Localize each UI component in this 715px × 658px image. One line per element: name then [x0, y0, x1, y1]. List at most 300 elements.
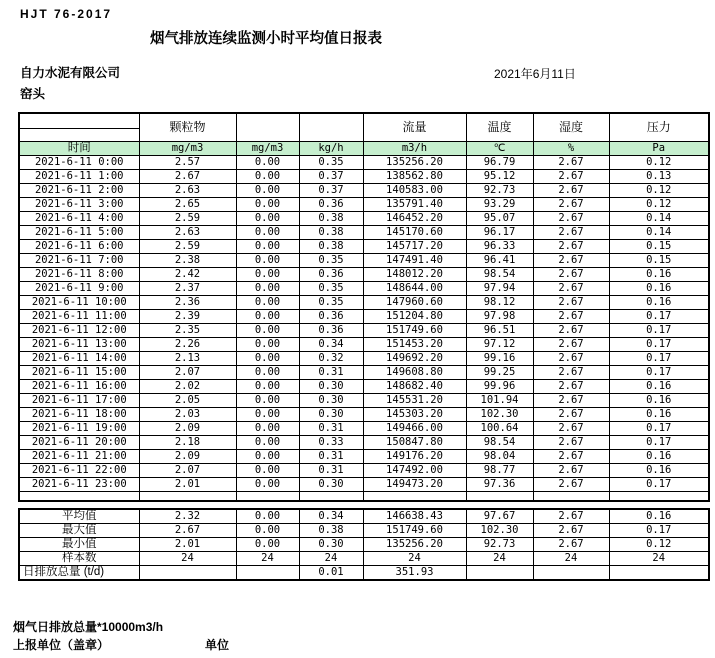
value-cell: 0.00 — [236, 282, 299, 296]
value-cell: 0.00 — [236, 366, 299, 380]
summary-value-cell: 0.00 — [236, 509, 299, 524]
value-cell: 2.67 — [533, 478, 609, 492]
data-row — [19, 352, 709, 366]
value-cell: 149466.00 — [363, 422, 466, 436]
value-cell: 2.07 — [139, 464, 236, 478]
value-cell: 2.67 — [533, 170, 609, 184]
data-row — [19, 170, 709, 184]
value-cell: 2.67 — [533, 254, 609, 268]
value-cell: 2.18 — [139, 436, 236, 450]
summary-value-cell: 2.01 — [139, 538, 236, 552]
value-cell: 145531.20 — [363, 394, 466, 408]
group-header-cell: 颗粒物 — [139, 113, 236, 142]
data-row — [19, 268, 709, 282]
data-row — [19, 394, 709, 408]
value-cell: 0.31 — [299, 464, 363, 478]
value-cell: 0.00 — [236, 464, 299, 478]
value-cell: 96.17 — [466, 226, 533, 240]
time-cell: 2021-6-11 3:00 — [19, 198, 139, 212]
value-cell: 2.67 — [533, 156, 609, 170]
summary-value-cell — [533, 566, 609, 581]
summary-value-cell: 2.32 — [139, 509, 236, 524]
value-cell: 96.33 — [466, 240, 533, 254]
data-row — [19, 156, 709, 170]
group-header-row — [19, 113, 709, 128]
time-cell: 2021-6-11 17:00 — [19, 394, 139, 408]
unit-cell: m3/h — [363, 142, 466, 156]
value-cell: 0.16 — [609, 464, 709, 478]
summary-value-cell: 0.38 — [299, 524, 363, 538]
value-cell: 0.16 — [609, 282, 709, 296]
report-date: 2021年6月11日 — [494, 67, 576, 81]
value-cell: 96.41 — [466, 254, 533, 268]
time-cell: 2021-6-11 0:00 — [19, 156, 139, 170]
value-cell: 0.12 — [609, 184, 709, 198]
summary-value-cell — [236, 566, 299, 581]
time-cell: 2021-6-11 15:00 — [19, 366, 139, 380]
report-unit-label: 上报单位（盖章） — [13, 638, 110, 652]
value-cell: 0.00 — [236, 324, 299, 338]
value-cell: 95.07 — [466, 212, 533, 226]
time-cell: 2021-6-11 10:00 — [19, 296, 139, 310]
value-cell: 2.09 — [139, 450, 236, 464]
value-cell: 0.30 — [299, 380, 363, 394]
value-cell: 0.17 — [609, 478, 709, 492]
time-cell: 2021-6-11 8:00 — [19, 268, 139, 282]
value-cell: 0.30 — [299, 478, 363, 492]
value-cell: 0.00 — [236, 352, 299, 366]
value-cell: 2.67 — [533, 198, 609, 212]
value-cell: 2.59 — [139, 240, 236, 254]
time-cell: 2021-6-11 7:00 — [19, 254, 139, 268]
value-cell: 149176.20 — [363, 450, 466, 464]
value-cell: 98.77 — [466, 464, 533, 478]
summary-value-cell: 0.16 — [609, 509, 709, 524]
data-row — [19, 436, 709, 450]
time-header-bottom-cell — [19, 128, 139, 141]
value-cell: 0.16 — [609, 408, 709, 422]
value-cell: 0.33 — [299, 436, 363, 450]
value-cell: 0.36 — [299, 310, 363, 324]
value-cell: 2.67 — [533, 310, 609, 324]
summary-row — [19, 524, 709, 538]
data-row — [19, 296, 709, 310]
value-cell: 2.67 — [533, 324, 609, 338]
value-cell: 150847.80 — [363, 436, 466, 450]
monitoring-point: 窑头 — [20, 87, 46, 101]
value-cell: 0.00 — [236, 296, 299, 310]
value-cell: 0.14 — [609, 212, 709, 226]
data-row — [19, 324, 709, 338]
value-cell: 2.07 — [139, 366, 236, 380]
summary-label-cell: 平均值 — [19, 509, 139, 524]
value-cell: 0.30 — [299, 394, 363, 408]
summary-value-cell — [466, 566, 533, 581]
value-cell: 97.98 — [466, 310, 533, 324]
value-cell: 2.59 — [139, 212, 236, 226]
time-cell: 2021-6-11 18:00 — [19, 408, 139, 422]
value-cell: 0.36 — [299, 198, 363, 212]
value-cell: 99.96 — [466, 380, 533, 394]
value-cell: 92.73 — [466, 184, 533, 198]
summary-value-cell: 24 — [466, 552, 533, 566]
value-cell: 98.04 — [466, 450, 533, 464]
value-cell: 0.17 — [609, 436, 709, 450]
summary-row — [19, 538, 709, 552]
summary-value-cell: 0.01 — [299, 566, 363, 581]
value-cell: 0.00 — [236, 268, 299, 282]
time-cell: 2021-6-11 22:00 — [19, 464, 139, 478]
summary-value-cell: 135256.20 — [363, 538, 466, 552]
value-cell: 0.00 — [236, 198, 299, 212]
value-cell: 2.67 — [533, 296, 609, 310]
time-cell: 2021-6-11 4:00 — [19, 212, 139, 226]
summary-value-cell: 0.00 — [236, 524, 299, 538]
value-cell: 0.38 — [299, 212, 363, 226]
time-cell: 2021-6-11 11:00 — [19, 310, 139, 324]
value-cell: 0.15 — [609, 240, 709, 254]
value-cell: 0.32 — [299, 352, 363, 366]
time-cell: 2021-6-11 1:00 — [19, 170, 139, 184]
value-cell: 97.36 — [466, 478, 533, 492]
value-cell: 0.35 — [299, 254, 363, 268]
value-cell: 98.54 — [466, 436, 533, 450]
value-cell: 2.67 — [533, 436, 609, 450]
value-cell: 147491.40 — [363, 254, 466, 268]
value-cell: 2.67 — [533, 366, 609, 380]
value-cell: 102.30 — [466, 408, 533, 422]
data-row — [19, 240, 709, 254]
summary-value-cell: 2.67 — [533, 524, 609, 538]
group-header-cell: 温度 — [466, 113, 533, 142]
value-cell: 0.17 — [609, 324, 709, 338]
value-cell: 2.67 — [533, 380, 609, 394]
value-cell: 2.36 — [139, 296, 236, 310]
summary-value-cell: 97.67 — [466, 509, 533, 524]
data-row — [19, 226, 709, 240]
value-cell: 2.42 — [139, 268, 236, 282]
value-cell: 2.26 — [139, 338, 236, 352]
data-row — [19, 478, 709, 492]
data-row — [19, 310, 709, 324]
summary-value-cell: 0.00 — [236, 538, 299, 552]
time-header-top-cell — [19, 113, 139, 128]
daily-total-footnote: 烟气日排放总量*10000m3/h — [13, 620, 164, 634]
company-name: 自力水泥有限公司 — [20, 66, 121, 80]
value-cell: 2.67 — [533, 352, 609, 366]
data-row — [19, 366, 709, 380]
value-cell: 100.64 — [466, 422, 533, 436]
value-cell: 2.67 — [139, 170, 236, 184]
value-cell: 98.54 — [466, 268, 533, 282]
value-cell: 0.16 — [609, 268, 709, 282]
value-cell: 151749.60 — [363, 324, 466, 338]
summary-value-cell: 24 — [299, 552, 363, 566]
unit-cell: ℃ — [466, 142, 533, 156]
value-cell: 2.03 — [139, 408, 236, 422]
spacer-row — [19, 492, 709, 502]
value-cell: 146452.20 — [363, 212, 466, 226]
value-cell: 145303.20 — [363, 408, 466, 422]
time-cell: 2021-6-11 19:00 — [19, 422, 139, 436]
time-cell: 2021-6-11 12:00 — [19, 324, 139, 338]
spacer-cell — [19, 492, 139, 502]
value-cell: 97.12 — [466, 338, 533, 352]
time-cell: 2021-6-11 14:00 — [19, 352, 139, 366]
value-cell: 0.36 — [299, 324, 363, 338]
time-cell: 2021-6-11 21:00 — [19, 450, 139, 464]
value-cell: 0.00 — [236, 240, 299, 254]
value-cell: 138562.80 — [363, 170, 466, 184]
value-cell: 0.12 — [609, 156, 709, 170]
value-cell: 147960.60 — [363, 296, 466, 310]
summary-value-cell — [609, 566, 709, 581]
group-header-cell — [236, 113, 299, 142]
data-row — [19, 422, 709, 436]
data-row — [19, 464, 709, 478]
value-cell: 2.67 — [533, 282, 609, 296]
summary-label-cell: 样本数 — [19, 552, 139, 566]
value-cell: 2.02 — [139, 380, 236, 394]
summary-label-cell: 最小值 — [19, 538, 139, 552]
spacer-cell — [609, 492, 709, 502]
value-cell: 0.38 — [299, 226, 363, 240]
value-cell: 0.16 — [609, 394, 709, 408]
value-cell: 0.00 — [236, 422, 299, 436]
data-row — [19, 212, 709, 226]
time-cell: 2021-6-11 9:00 — [19, 282, 139, 296]
value-cell: 0.00 — [236, 450, 299, 464]
group-header-cell: 压力 — [609, 113, 709, 142]
value-cell: 2.67 — [533, 338, 609, 352]
time-cell: 2021-6-11 16:00 — [19, 380, 139, 394]
value-cell: 0.00 — [236, 394, 299, 408]
value-cell: 2.39 — [139, 310, 236, 324]
summary-value-cell: 0.30 — [299, 538, 363, 552]
summary-label-cell: 日排放总量 (t/d) — [19, 566, 139, 581]
data-row — [19, 282, 709, 296]
summary-row — [19, 566, 709, 581]
value-cell: 0.34 — [299, 338, 363, 352]
value-cell: 147492.00 — [363, 464, 466, 478]
value-cell: 99.16 — [466, 352, 533, 366]
value-cell: 93.29 — [466, 198, 533, 212]
value-cell: 0.00 — [236, 212, 299, 226]
value-cell: 2.67 — [533, 450, 609, 464]
value-cell: 2.67 — [533, 212, 609, 226]
summary-value-cell: 24 — [533, 552, 609, 566]
summary-value-cell: 0.34 — [299, 509, 363, 524]
doc-code: HJT 76-2017 — [20, 7, 113, 21]
value-cell: 0.00 — [236, 338, 299, 352]
unit-label: 单位 — [205, 638, 230, 652]
value-cell: 140583.00 — [363, 184, 466, 198]
value-cell: 0.37 — [299, 170, 363, 184]
value-cell: 148012.20 — [363, 268, 466, 282]
summary-value-cell: 24 — [139, 552, 236, 566]
value-cell: 0.00 — [236, 436, 299, 450]
value-cell: 2.65 — [139, 198, 236, 212]
summary-table — [18, 508, 710, 581]
value-cell: 0.16 — [609, 450, 709, 464]
value-cell: 151204.80 — [363, 310, 466, 324]
value-cell: 2.63 — [139, 184, 236, 198]
value-cell: 96.79 — [466, 156, 533, 170]
time-cell: 2021-6-11 2:00 — [19, 184, 139, 198]
value-cell: 96.51 — [466, 324, 533, 338]
time-cell: 2021-6-11 13:00 — [19, 338, 139, 352]
value-cell: 135256.20 — [363, 156, 466, 170]
data-row — [19, 254, 709, 268]
value-cell: 2.67 — [533, 240, 609, 254]
summary-value-cell: 24 — [609, 552, 709, 566]
value-cell: 148682.40 — [363, 380, 466, 394]
value-cell: 101.94 — [466, 394, 533, 408]
time-header-cell: 时间 — [19, 142, 139, 156]
value-cell: 0.17 — [609, 338, 709, 352]
value-cell: 148644.00 — [363, 282, 466, 296]
value-cell: 0.30 — [299, 408, 363, 422]
value-cell: 0.31 — [299, 450, 363, 464]
value-cell: 0.13 — [609, 170, 709, 184]
value-cell: 0.00 — [236, 226, 299, 240]
value-cell: 2.67 — [533, 408, 609, 422]
spacer-cell — [139, 492, 236, 502]
value-cell: 98.12 — [466, 296, 533, 310]
value-cell: 135791.40 — [363, 198, 466, 212]
summary-value-cell: 24 — [363, 552, 466, 566]
value-cell: 2.13 — [139, 352, 236, 366]
value-cell: 2.37 — [139, 282, 236, 296]
summary-value-cell: 0.17 — [609, 524, 709, 538]
value-cell: 0.00 — [236, 254, 299, 268]
unit-cell: mg/m3 — [236, 142, 299, 156]
summary-row — [19, 509, 709, 524]
value-cell: 0.38 — [299, 240, 363, 254]
summary-value-cell: 351.93 — [363, 566, 466, 581]
value-cell: 2.09 — [139, 422, 236, 436]
group-header-cell: 流量 — [363, 113, 466, 142]
spacer-cell — [236, 492, 299, 502]
data-row — [19, 198, 709, 212]
value-cell: 0.36 — [299, 268, 363, 282]
data-row — [19, 338, 709, 352]
value-cell: 99.25 — [466, 366, 533, 380]
value-cell: 0.00 — [236, 156, 299, 170]
summary-value-cell: 24 — [236, 552, 299, 566]
value-cell: 0.14 — [609, 226, 709, 240]
page-title: 烟气排放连续监测小时平均值日报表 — [150, 31, 382, 47]
value-cell: 0.00 — [236, 478, 299, 492]
value-cell: 0.17 — [609, 352, 709, 366]
value-cell: 0.17 — [609, 422, 709, 436]
value-cell: 0.35 — [299, 156, 363, 170]
spacer-cell — [299, 492, 363, 502]
value-cell: 0.16 — [609, 380, 709, 394]
data-row — [19, 408, 709, 422]
data-table — [18, 112, 710, 502]
value-cell: 2.05 — [139, 394, 236, 408]
value-cell: 0.15 — [609, 254, 709, 268]
time-cell: 2021-6-11 5:00 — [19, 226, 139, 240]
group-header-cell: 湿度 — [533, 113, 609, 142]
value-cell: 2.67 — [533, 394, 609, 408]
unit-header-row — [19, 142, 709, 156]
value-cell: 2.67 — [533, 226, 609, 240]
summary-value-cell: 102.30 — [466, 524, 533, 538]
time-cell: 2021-6-11 23:00 — [19, 478, 139, 492]
value-cell: 0.17 — [609, 366, 709, 380]
value-cell: 2.38 — [139, 254, 236, 268]
value-cell: 0.00 — [236, 408, 299, 422]
summary-value-cell: 151749.60 — [363, 524, 466, 538]
summary-value-cell: 2.67 — [533, 538, 609, 552]
value-cell: 149608.80 — [363, 366, 466, 380]
spacer-cell — [466, 492, 533, 502]
group-header-cell — [299, 113, 363, 142]
value-cell: 0.16 — [609, 296, 709, 310]
value-cell: 2.67 — [533, 422, 609, 436]
value-cell: 149692.20 — [363, 352, 466, 366]
time-cell: 2021-6-11 6:00 — [19, 240, 139, 254]
unit-cell: Pa — [609, 142, 709, 156]
unit-cell: % — [533, 142, 609, 156]
value-cell: 145717.20 — [363, 240, 466, 254]
table-area — [18, 112, 710, 581]
value-cell: 2.35 — [139, 324, 236, 338]
value-cell: 2.67 — [533, 464, 609, 478]
data-row — [19, 380, 709, 394]
summary-row — [19, 552, 709, 566]
summary-value-cell: 92.73 — [466, 538, 533, 552]
value-cell: 2.01 — [139, 478, 236, 492]
summary-value-cell: 0.12 — [609, 538, 709, 552]
value-cell: 145170.60 — [363, 226, 466, 240]
value-cell: 0.00 — [236, 184, 299, 198]
value-cell: 2.67 — [533, 268, 609, 282]
data-row — [19, 184, 709, 198]
value-cell: 151453.20 — [363, 338, 466, 352]
value-cell: 0.31 — [299, 366, 363, 380]
summary-value-cell: 146638.43 — [363, 509, 466, 524]
value-cell: 97.94 — [466, 282, 533, 296]
value-cell: 0.17 — [609, 310, 709, 324]
value-cell: 0.35 — [299, 282, 363, 296]
value-cell: 0.12 — [609, 198, 709, 212]
spacer-cell — [533, 492, 609, 502]
value-cell: 2.63 — [139, 226, 236, 240]
value-cell: 0.00 — [236, 380, 299, 394]
summary-label-cell: 最大值 — [19, 524, 139, 538]
unit-cell: kg/h — [299, 142, 363, 156]
summary-value-cell: 2.67 — [533, 509, 609, 524]
data-row — [19, 450, 709, 464]
value-cell: 0.35 — [299, 296, 363, 310]
value-cell: 0.00 — [236, 170, 299, 184]
value-cell: 0.31 — [299, 422, 363, 436]
value-cell: 2.57 — [139, 156, 236, 170]
value-cell: 0.37 — [299, 184, 363, 198]
value-cell: 0.00 — [236, 310, 299, 324]
unit-cell: mg/m3 — [139, 142, 236, 156]
time-cell: 2021-6-11 20:00 — [19, 436, 139, 450]
value-cell: 2.67 — [533, 184, 609, 198]
value-cell: 149473.20 — [363, 478, 466, 492]
spacer-cell — [363, 492, 466, 502]
summary-value-cell — [139, 566, 236, 581]
value-cell: 95.12 — [466, 170, 533, 184]
summary-value-cell: 2.67 — [139, 524, 236, 538]
